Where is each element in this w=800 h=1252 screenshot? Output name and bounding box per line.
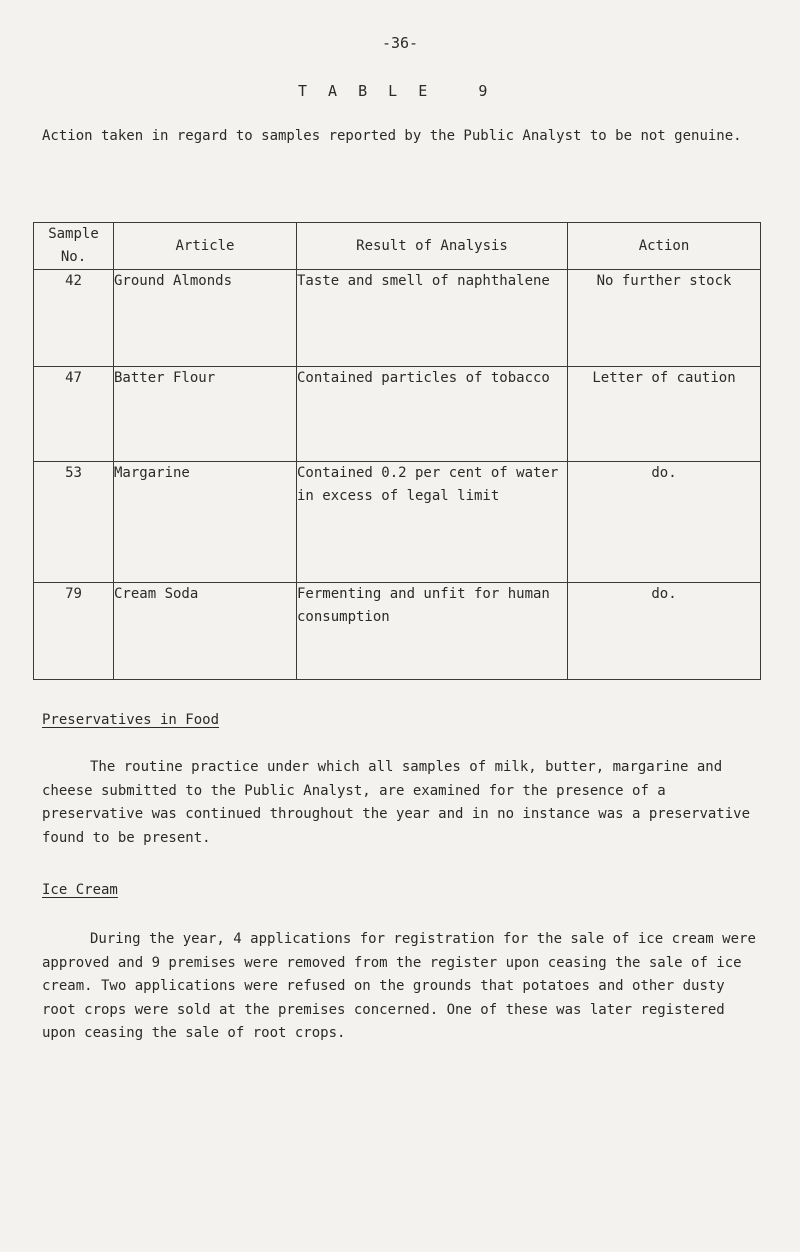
section-body-preservatives: The routine practice under which all samples of milk, butter, margarine and cheese submitted to the Public Analyst, are examined for the presence of a preservative was continued throughout the year and in no instance was a preservative found to be present. [42,759,751,846]
cell-sample-no: 42 [34,270,114,367]
samples-table [33,222,761,680]
cell-result: Taste and smell of naphthalene [297,270,568,367]
table-header-row [34,223,761,270]
cell-article: Margarine [114,462,297,583]
page-number: -36- [381,34,419,52]
cell-sample-no: 53 [34,462,114,583]
table-row [34,462,761,583]
header-result: Result of Analysis [297,223,568,270]
header-sample-no: Sample No. [34,223,114,270]
section-body-ice-cream: During the year, 4 applications for registration for the sale of ice cream were approved and 9 premises were removed from the register upon ceasing the sale of ice cream. Two applications were refused on the grounds that potatoes and other dusty root crops were sold at the premises concerned. One of these was later registered upon ceasing the sale of root crops. [42,931,756,1041]
cell-article: Cream Soda [114,583,297,680]
table-row [34,583,761,680]
cell-action: No further stock [568,270,761,367]
table-row [34,270,761,367]
cell-result: Fermenting and unfit for human consumption [297,583,568,680]
cell-article: Batter Flour [114,367,297,462]
section-heading-preservatives: Preservatives in Food [42,712,220,728]
cell-sample-no: 79 [34,583,114,680]
cell-action: Letter of caution [568,367,761,462]
cell-article: Ground Almonds [114,270,297,367]
cell-action: do. [568,462,761,583]
section-heading-ice-cream: Ice Cream [42,882,118,898]
cell-action: do. [568,583,761,680]
table-caption: Action taken in regard to samples reported by the Public Analyst to be not genuine. [42,128,742,144]
table-row [34,367,761,462]
header-article: Article [114,223,297,270]
cell-result: Contained 0.2 per cent of water in excess of legal limit [297,462,568,583]
table-title: T A B L E 9 [298,82,494,100]
cell-result: Contained particles of tobacco [297,367,568,462]
cell-sample-no: 47 [34,367,114,462]
header-action: Action [568,223,761,270]
